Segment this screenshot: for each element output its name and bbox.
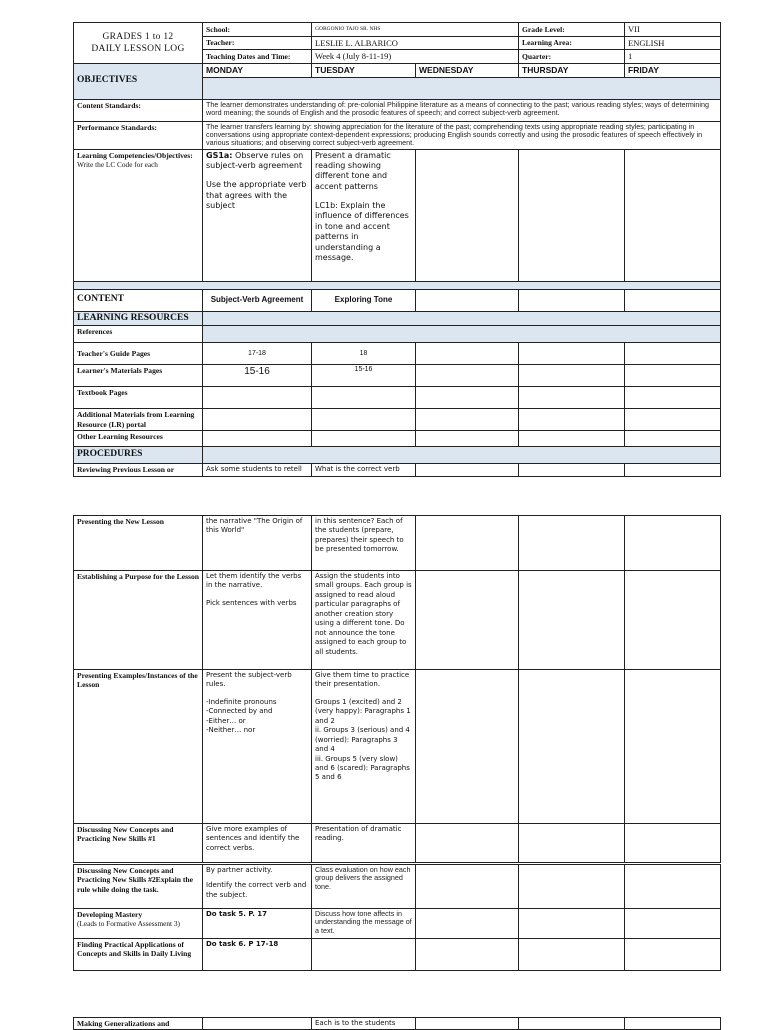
other-tuesday [312,431,416,447]
examples-monday-1: Present the subject-verb rules. [206,671,292,689]
competencies-monday-line2: Use the appropriate verb that agrees with the subject [206,180,307,211]
discussing1-monday: Give more examples of sentences and identify the correct verbs. [203,824,312,863]
purpose-monday-2: Pick sentences with verbs [206,598,297,607]
tg-pages-friday [625,343,721,365]
additional-materials-label: Additional Materials from Learning Resource (LR) portal [74,409,203,431]
examples-label: Presenting Examples/Instances of the Lesson [74,670,203,824]
performance-standards-text: The learner transfers learning by: showing appreciation for the literature of the past; comprehending texts using appropriate reading styles; participating in conversations using appropriate context-dependent expressions; producing English sounds correctly and using the prosodic features of speech effectively in various situations; and observing correct subject-verb agreement. [203,121,721,149]
examples-thursday [519,670,625,824]
dates-value: Week 4 (July 8-11-19) [312,50,519,64]
competencies-monday-code: GS1a: [206,150,233,160]
examples-monday-2: -Indefinite pronouns [206,697,277,706]
examples-wednesday [416,670,519,824]
competencies-tuesday [312,149,416,281]
learning-resources-band [203,311,721,326]
references-label: References [74,326,203,343]
additional-monday [203,409,312,431]
content-friday [625,289,721,311]
dates-label: Teaching Dates and Time: [203,50,312,64]
generalizations-label: Making Generalizations and [74,1018,203,1030]
divider-band [74,281,721,289]
mastery-thursday [519,909,625,939]
learning-area-label: Learning Area: [519,36,625,50]
discussing1-label: Discussing New Concepts and Practicing New Skills #1 [74,824,203,863]
examples-monday-5: -Neither… nor [206,726,256,735]
day-monday: MONDAY [203,63,312,77]
competencies-label-cell [74,149,203,281]
day-tuesday: TUESDAY [312,63,416,77]
purpose-tuesday: Assign the students into small groups. Each group is assigned to read aloud particular paragraphs of another creation story using a different tone. Do not announce the tone assigned to each group to all students. [312,571,416,670]
competencies-tuesday-line1: Present a dramatic reading showing different tone and accent patterns [315,150,391,191]
discussing2-monday-2: Identify the correct verb and the subject. [206,881,307,899]
discussing2-wednesday [416,865,519,909]
procedures-band [203,447,721,464]
discussing2-friday [625,865,721,909]
textbook-pages-label: Textbook Pages [74,387,203,409]
presenting-monday: the narrative "The Origin of this World" [203,516,312,571]
reviewing-friday [625,464,721,476]
lm-pages-friday [625,365,721,387]
purpose-thursday [519,571,625,670]
discussing2-thursday [519,865,625,909]
textbook-wednesday [416,387,519,409]
content-wednesday [416,289,519,311]
competencies-sub: Write the LC Code for each [77,159,158,169]
log-title [74,23,203,64]
presenting-friday [625,516,721,571]
practical-friday [625,939,721,971]
practical-monday: Do task 6. P 17-18 [203,939,312,971]
lm-pages-wednesday [416,365,519,387]
content-monday: Subject-Verb Agreement [203,289,312,311]
mastery-monday: Do task 5. P. 17 [203,909,312,939]
examples-tuesday-1: Give them time to practice their presentation. [315,671,410,689]
reviewing-monday: Ask some students to retell [203,464,312,476]
content-heading: CONTENT [74,289,203,311]
tg-pages-tuesday: 18 [312,343,416,365]
examples-monday-3: -Connected by and [206,707,273,716]
purpose-label: Establishing a Purpose for the Lesson [74,571,203,670]
other-resources-label: Other Learning Resources [74,431,203,447]
lm-pages-monday: 15-16 [203,365,312,387]
competencies-monday-line1: Observe rules on subject-verb agreement [206,150,304,170]
other-monday [203,431,312,447]
teacher-label: Teacher: [203,36,312,50]
additional-wednesday [416,409,519,431]
references-band [203,326,721,343]
purpose-monday [203,571,312,670]
learning-area-value: ENGLISH [625,36,721,50]
mastery-friday [625,909,721,939]
discussing2-label: Discussing New Concepts and Practicing New Skills #2Explain the rule while doing the task. [74,865,203,909]
performance-standards-label: Performance Standards: [74,121,203,149]
additional-thursday [519,409,625,431]
reviewing-wednesday [416,464,519,476]
practical-thursday [519,939,625,971]
day-friday: FRIDAY [625,63,721,77]
log-title-line1: GRADES 1 to 12 [102,31,174,42]
purpose-friday [625,571,721,670]
lm-pages-label: Learner's Materials Pages [74,365,203,387]
generalizations-tuesday: Each is to the students [312,1018,416,1030]
additional-tuesday [312,409,416,431]
mastery-label: Developing Mastery [77,910,143,919]
content-standards-label: Content Standards: [74,99,203,121]
competencies-wednesday [416,149,519,281]
competencies-label: Learning Competencies/Objectives: [77,150,193,160]
log-title-line2: DAILY LESSON LOG [91,43,185,54]
purpose-monday-1: Let them identify the verbs in the narrative. [206,572,302,590]
reviewing-thursday [519,464,625,476]
discussing1-thursday [519,824,625,863]
mastery-tuesday: Discuss how tone affects in understanding the message of a text. [312,909,416,939]
grade-level-value: VII [625,23,721,37]
discussing2-monday [203,865,312,909]
practical-label: Finding Practical Applications of Concepts and Skills in Daily Living [74,939,203,971]
discussing1-friday [625,824,721,863]
other-thursday [519,431,625,447]
lm-pages-tuesday: 15-16 [312,365,416,387]
textbook-thursday [519,387,625,409]
teacher-value: LESLIE L. ALBARICO [312,36,519,50]
quarter-label: Quarter: [519,50,625,64]
reviewing-tuesday: What is the correct verb [312,464,416,476]
quarter-value: 1 [625,50,721,64]
competencies-thursday [519,149,625,281]
purpose-wednesday [416,571,519,670]
mastery-label-cell [74,909,203,939]
tg-pages-monday: 17-18 [203,343,312,365]
presenting-tuesday: in this sentence? Each of the students (prepare, prepares) their speech to be presented tomorrow. [312,516,416,571]
lesson-log-table-middle [73,515,721,863]
objectives-band [203,77,721,99]
school-value: GORGONIO TAJO SR. NHS [312,23,519,37]
other-wednesday [416,431,519,447]
day-thursday: THURSDAY [519,63,625,77]
procedures-heading: PROCEDURES [74,447,203,464]
reviewing-label: Reviewing Previous Lesson or [74,464,203,476]
additional-friday [625,409,721,431]
examples-friday [625,670,721,824]
mastery-sub: (Leads to Formative Assessment 3) [77,919,180,929]
examples-tuesday [312,670,416,824]
presenting-label: Presenting the New Lesson [74,516,203,571]
lesson-log-table-lower [73,864,721,971]
tg-pages-label: Teacher's Guide Pages [74,343,203,365]
objectives-heading: OBJECTIVES [74,63,203,99]
examples-tuesday-4: iii. Groups 5 (very slow) and 6 (scared): Paragraphs 5 and 6 [315,754,410,782]
textbook-monday [203,387,312,409]
practical-wednesday [416,939,519,971]
grade-level-label: Grade Level: [519,23,625,37]
presenting-thursday [519,516,625,571]
examples-tuesday-2: Groups 1 (excited) and 2 (very happy): Paragraphs 1 and 2 [315,697,411,725]
presenting-wednesday [416,516,519,571]
textbook-tuesday [312,387,416,409]
discussing1-tuesday: Presentation of dramatic reading. [312,824,416,863]
discussing1-wednesday [416,824,519,863]
competencies-friday [625,149,721,281]
mastery-wednesday [416,909,519,939]
school-label: School: [203,23,312,37]
lm-pages-thursday [519,365,625,387]
textbook-friday [625,387,721,409]
tg-pages-wednesday [416,343,519,365]
day-wednesday: WEDNESDAY [416,63,519,77]
discussing2-monday-1: By partner activity. [206,866,273,874]
content-thursday [519,289,625,311]
examples-monday-4: -Either… or [206,716,246,725]
content-tuesday: Exploring Tone [312,289,416,311]
discussing2-tuesday: Class evaluation on how each group delivers the assigned tone. [312,865,416,909]
tg-pages-thursday [519,343,625,365]
learning-resources-heading: LEARNING RESOURCES [74,311,203,326]
other-friday [625,431,721,447]
lesson-log-table-top [73,22,721,477]
examples-monday [203,670,312,824]
practical-tuesday [312,939,416,971]
competencies-tuesday-line2: LC1b: Explain the influence of differences in tone and accent patterns in understanding a message. [315,201,409,263]
examples-tuesday-3: ii. Groups 3 (serious) and 4 (worried): Paragraphs 3 and 4 [315,726,410,754]
content-standards-text: The learner demonstrates understanding of: pre-colonial Philippine literature as a means of connecting to the past; various reading styles; ways of determining word meaning; the sounds of English and the prosodic features of speech; and correct subject-verb agreement. [203,99,721,121]
competencies-monday [203,149,312,281]
